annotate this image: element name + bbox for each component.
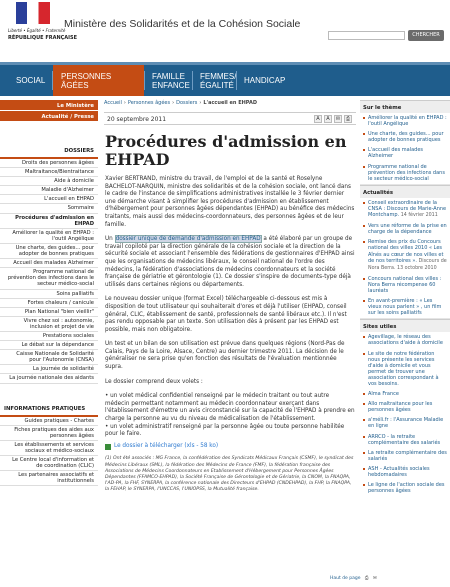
news-item-date: Discours de Nora Berra. 13 octobre 2010 <box>368 258 447 271</box>
news-item-text: Concours national des villes : Nora Berra récompense 60 lauréats <box>368 275 442 294</box>
publication-date: 20 septembre 2011 <box>107 116 167 123</box>
sidebar-dossier-item[interactable]: Maladie d'Alzheimer <box>0 186 98 195</box>
breadcrumb: Accueil › Personnes âgées › Dossiers › L'accueil en EHPAD <box>104 100 258 106</box>
sidebar-dossier-item[interactable]: Maltraitance/Bientraitance <box>0 168 98 177</box>
dossiers-list <box>0 159 98 384</box>
useful-site-link[interactable]: ASH - Actualités sociales hebdomadaires <box>360 464 450 480</box>
breadcrumb-dossiers[interactable]: Dossiers <box>176 100 198 106</box>
news-item-text: Remise des prix du Concours national des villes 2010 « Les Aînés au cœur de nos villes et de nos territoires ». <box>368 239 444 264</box>
font-increase-icon[interactable]: A <box>324 115 332 123</box>
nav-femmes-egalite[interactable]: FEMMES/ ÉGALITÉ <box>200 71 237 90</box>
same-theme-link[interactable]: L'accueil des malades Alzheimer <box>360 145 450 161</box>
print-bottom-icon[interactable]: ⎙ <box>364 576 369 581</box>
news-item-text: En avant-première : « Les vieux nous parlent » , un film sur les soins palliatifs <box>368 298 442 317</box>
date-bar <box>104 112 356 125</box>
sidebar-dossier-item[interactable]: Une charte, des guides... pour adopter de bonnes pratiques <box>0 244 98 259</box>
news-heading: Actualités <box>360 185 450 198</box>
nav-social[interactable]: SOCIAL <box>16 76 46 85</box>
left-sidebar <box>0 100 98 587</box>
sidebar-info-item[interactable]: Les partenaires associatifs et institutionnels <box>0 471 98 486</box>
article-tools <box>314 115 352 123</box>
site-header <box>0 0 450 62</box>
motto: Liberté • Égalité • Fraternité <box>8 28 66 33</box>
sidebar-dossier-item[interactable]: Fortes chaleurs / canicule <box>0 299 98 308</box>
breadcrumb-accueil[interactable]: Accueil <box>104 100 122 106</box>
useful-site-link[interactable]: a'méli.fr : l'Assurance Maladie en ligne <box>360 415 450 431</box>
bullet-medical: • un volet médical confidentiel renseigné par le médecin traitant ou tout autre médecin permettant notamment au médecin coordonnateur exerçant dans l'établissement d'émettre un avis circonstancié sur la capacité de l'EHPAD à prendre en charge la personne au vu du niveau de médicalisation de l'établissement. <box>105 393 355 423</box>
sidebar-dossier-item[interactable]: Procédures d'admission en EHPAD <box>0 214 98 229</box>
news-item-text: Vers une réforme de la prise en charge de la dépendance <box>368 223 447 236</box>
paragraph-format: Le nouveau dossier unique (format Excel) téléchargeable ci-dessous est mis à disposition de tout utilisateur qui souhaiterait d'ores et déjà l'utiliser (EHPAD, conseil général, CLIC, établissement de santé, professionnels de santé libéraux etc.). Il n'est pas rendu opposable par un texte. Son utilisation dès à présent par les EHPAD est possible, mais non obligatoire. <box>105 296 347 333</box>
nav-personnes-agees[interactable]: PERSONNES ÂGÉES <box>53 65 144 96</box>
paragraph-intro: Xavier BERTRAND, ministre du travail, de l'emploi et de la santé et Roselyne BACHELOT-NARQUIN, ministre des solidarités et de la cohésion sociale, ont lancé dans le cadre de l'instance de simplifications administratives installée le 3 février dernier une démarche visant à simplifier les procédures d'admission en établissement d'hébergement pour personnes âgées dépendantes (EHPAD) au bénéfice des médecins traitants, mais aussi des médecins-coordonnateurs, des personnes âgées et de leur famille. <box>105 176 355 228</box>
nav-famille-enfance[interactable]: FAMILLE ENFANCE <box>152 71 190 90</box>
news-item[interactable] <box>360 237 450 273</box>
sidebar-dossier-item[interactable]: Droits des personnes âgées <box>0 159 98 168</box>
news-item[interactable] <box>360 274 450 296</box>
same-theme-link[interactable]: Améliorer la qualité en EHPAD : l'outil Angélique <box>360 113 450 129</box>
info-pratiques-heading: INFORMATIONS PRATIQUES <box>0 402 98 417</box>
paragraph-dossier-unique: Un dossier unique de demande d'admission en EHPAD a été élaboré par un groupe de travail copiloté par la direction générale de la cohésion sociale et la direction de la sécurité sociale et associant l'ensemble des fédérations de gestionnaires d'EHPAD ainsi que les organisations de médecins libéraux, le conseil national de l'ordre des médecins, la fédération d'associations de médecins coordonnateurs et la société française de gériatrie et gérontologie (1). Ce dossier s'inspire de documents-type déjà utilisés dans certaines régions ou départements. <box>105 236 355 288</box>
useful-site-link[interactable]: Alma France <box>360 389 450 399</box>
nav-handicap[interactable]: HANDICAP <box>244 76 286 85</box>
useful-site-link[interactable]: ARRCO - la retraite complémentaire des salariés <box>360 432 450 448</box>
sidebar-dossier-item[interactable]: Plan National "bien vieillir" <box>0 308 98 317</box>
bullet-administratif: • un volet administratif renseigné par la personne âgée ou toute personne habilitée pour le faire. <box>105 423 345 438</box>
sidebar-dossier-item[interactable]: La journée nationale des aidants <box>0 374 98 383</box>
news-item-text: Conseil extraordinaire de la CNSA : Discours de Marie-Anne Montchamp. <box>368 199 447 219</box>
sites-heading: Sites utiles <box>360 319 450 332</box>
sidebar-dossier-item[interactable]: Le débat sur la dépendance <box>0 341 98 350</box>
sidebar-info-item[interactable]: Les établissements et services sociaux et médico-sociaux <box>0 441 98 456</box>
news-item[interactable] <box>360 296 450 318</box>
download-link[interactable] <box>105 443 355 451</box>
sidebar-dossier-item[interactable]: Sommaire <box>0 204 98 213</box>
paragraph-volets: Le dossier comprend deux volets : <box>105 378 203 385</box>
republic-label: RÉPUBLIQUE FRANÇAISE <box>8 35 78 41</box>
sidebar-dossier-item[interactable]: Vivre chez soi : autonomie, inclusion et projet de vie <box>0 317 98 332</box>
info-list <box>0 417 98 487</box>
breadcrumb-personnes-agees[interactable]: Personnes âgées <box>127 100 171 106</box>
sidebar-dossier-item[interactable]: Caisse Nationale de Solidarité pour l'Autonomie (CNSA) <box>0 350 98 365</box>
breadcrumb-current: L'accueil en EHPAD <box>203 100 258 106</box>
sidebar-le-ministere[interactable]: Le Ministère <box>0 100 98 111</box>
excel-file-icon <box>105 444 111 450</box>
useful-site-link[interactable]: Allo maltraitance pour les personnes âgées <box>360 399 450 415</box>
font-decrease-icon[interactable]: A <box>314 115 322 123</box>
footnote: (1) Ont été associés : MG France, la confédération des Syndicats Médicaux Français (CSMF), le syndicat des Médecins Libéraux (SML), la fédération des Médecins de France (FMF), la fédération française des Associations de Médecins Coordonnateurs en Etablissement d'Hébergement pour Personnes Âgées Dépendantes (FFAMCO-EHPAD), la Société Française de Gérontologie et de Gériatrie, la CNOM, la FNAQPA, l'AD-PA, la FHF, SYNERPA, la conférence nationale des Directeurs d'EHPAD (CNDEHPAD), la FHP, la FNAQPA, la FEHAP, le SYNERPA, l'UNCCAS, l'UNIOPSS, la Mutualité française. <box>105 456 354 493</box>
sidebar-dossier-item[interactable]: L'accueil en EHPAD <box>0 195 98 204</box>
useful-site-link[interactable]: Agevillage, le réseau des associations d'aide à domicile <box>360 332 450 348</box>
same-theme-heading: Sur le thème <box>360 100 450 113</box>
back-to-top-link[interactable]: Haut de page <box>330 576 361 581</box>
useful-site-link[interactable]: La retraite complémentaire des salariés <box>360 448 450 464</box>
sidebar-dossier-item[interactable]: Aide à domicile <box>0 177 98 186</box>
sidebar-actualite-presse[interactable]: Actualité / Presse <box>0 111 98 122</box>
sidebar-dossier-item[interactable]: Programme national de prévention des infections dans le secteur médico-social <box>0 268 98 289</box>
page-title: Procédures d'admission en EHPAD <box>105 132 347 169</box>
useful-site-link[interactable]: Le site de notre fédération nous présente les services d'aide à domicile et vous permet de trouver une association correspondant à vos besoins. <box>360 349 450 390</box>
marianne-flag-icon <box>16 2 50 24</box>
sidebar-info-item[interactable]: Guides pratiques - Chartes <box>0 417 98 426</box>
search-input[interactable] <box>328 31 405 40</box>
dossier-unique-link[interactable]: dossier unique de demande d'admission en EHPAD <box>115 236 261 243</box>
paragraph-test: Un test et un bilan de son utilisation est prévue dans quelques régions (Nord-Pas de Calais, Pays de la Loire, Alsace, Centre) au dernier trimestre 2011. La décision de le généraliser ne sera prise qu'en fonction des résultats de l'évaluation mentionnée supra. <box>105 341 345 371</box>
sidebar-dossier-item[interactable]: Prestations sociales <box>0 332 98 341</box>
email-bottom-icon[interactable]: ✉ <box>372 576 377 581</box>
main-nav <box>0 62 450 96</box>
right-sidebar <box>360 100 450 587</box>
sidebar-dossier-item[interactable]: La journée de solidarité <box>0 365 98 374</box>
email-icon[interactable]: ✉ <box>335 116 341 122</box>
sidebar-info-item[interactable]: Le Centre local d'information et de coordination (CLIC) <box>0 456 98 471</box>
sidebar-dossier-item[interactable]: Améliorer la qualité en EHPAD : l'outil Angélique <box>0 229 98 244</box>
news-item[interactable] <box>360 198 450 221</box>
print-icon[interactable]: ⎙ <box>345 116 350 122</box>
republique-logo[interactable] <box>6 2 78 50</box>
news-item[interactable] <box>360 221 450 237</box>
same-theme-link[interactable]: Une charte, des guides... pour adopter de bonnes pratiques <box>360 129 450 145</box>
same-theme-list <box>360 113 450 185</box>
news-list <box>360 198 450 320</box>
download-label: Le dossier à télécharger (xls - 58 ko) <box>114 442 219 449</box>
news-item-date: 14 février 2011 <box>400 213 438 219</box>
sidebar-info-item[interactable]: Fiches pratiques des aides aux personnes âgées <box>0 426 98 441</box>
dossiers-heading: DOSSIERS <box>0 144 98 159</box>
useful-site-link[interactable]: Le ligne de l'action sociale des personnes âgées <box>360 480 450 496</box>
ministry-title: Ministère des Solidarités et de la Cohésion Sociale <box>64 18 301 30</box>
search-button[interactable]: CHERCHER <box>408 30 444 41</box>
sidebar-dossier-item[interactable]: Soins palliatifs <box>0 290 98 299</box>
same-theme-link[interactable]: Programme national de prévention des infections dans le secteur médico-social <box>360 162 450 184</box>
sidebar-dossier-item[interactable]: Accueil des malades Alzheimer <box>0 259 98 268</box>
sites-list <box>360 332 450 496</box>
article-body <box>105 176 355 494</box>
